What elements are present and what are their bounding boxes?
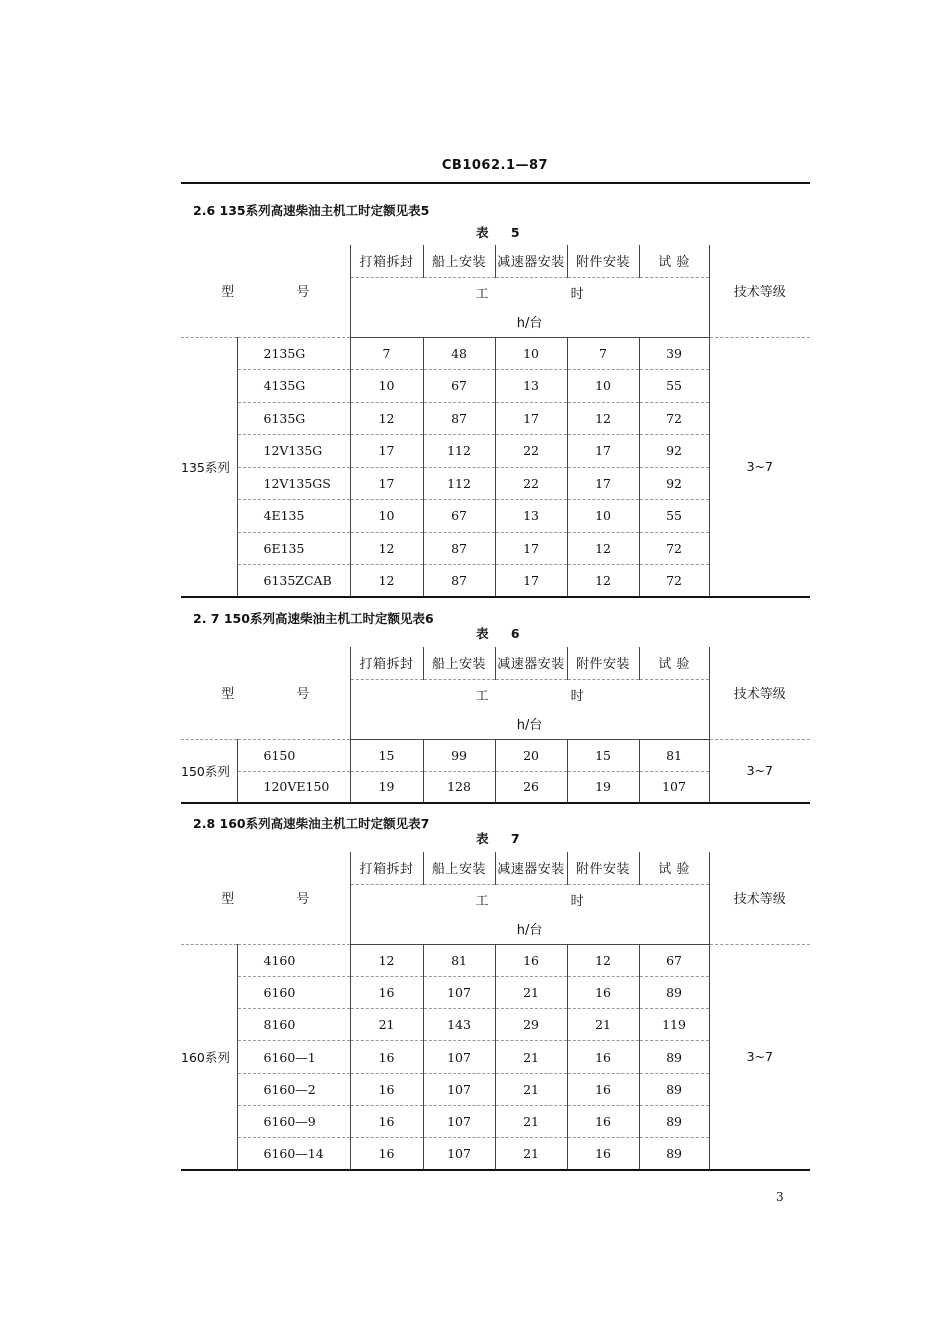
hours-cell: 10 (350, 370, 423, 403)
hours-cell: 16 (495, 944, 567, 976)
column-header: 打箱拆封 (350, 245, 423, 277)
column-header: 附件安装 (567, 852, 639, 884)
grade-header: 技术等级 (709, 852, 810, 944)
hours-cell: 22 (495, 467, 567, 500)
hours-cell: 15 (350, 739, 423, 771)
hours-cell: 87 (423, 532, 495, 565)
hours-cell: 12 (350, 402, 423, 435)
hours-cell: 7 (350, 337, 423, 370)
hours-header-label: 工 时 (475, 286, 584, 302)
unit-header: h/台 (350, 709, 709, 739)
hours-cell: 17 (567, 467, 639, 500)
column-header: 试 验 (639, 245, 709, 277)
hours-cell: 67 (423, 500, 495, 533)
series-label: 160系列 (181, 944, 237, 1170)
hours-cell: 39 (639, 337, 709, 370)
hours-cell: 81 (639, 739, 709, 771)
grade-value: 3~7 (709, 739, 810, 803)
hours-cell: 89 (639, 1073, 709, 1105)
header-rule (181, 182, 810, 184)
hours-cell: 89 (639, 976, 709, 1008)
hours-cell: 21 (350, 1009, 423, 1041)
hours-cell: 12 (567, 944, 639, 976)
model-cell: 6135ZCAB (237, 565, 350, 598)
hours-cell: 16 (350, 1073, 423, 1105)
hours-cell: 107 (423, 1105, 495, 1137)
hours-cell: 17 (350, 435, 423, 468)
model-cell: 4160 (237, 944, 350, 976)
hours-cell: 12 (567, 402, 639, 435)
table-7 (181, 852, 810, 1171)
hours-cell: 10 (567, 370, 639, 403)
hours-cell: 12 (350, 565, 423, 598)
hours-cell: 81 (423, 944, 495, 976)
table-caption-7: 表 7 (476, 831, 520, 846)
hours-cell: 16 (567, 1073, 639, 1105)
column-header: 船上安装 (423, 647, 495, 679)
hours-cell: 67 (639, 944, 709, 976)
series-label: 150系列 (181, 739, 237, 803)
hours-cell: 128 (423, 771, 495, 803)
table-row (181, 337, 810, 370)
model-cell: 6160 (237, 976, 350, 1008)
model-cell: 6160—2 (237, 1073, 350, 1105)
hours-cell: 107 (423, 1073, 495, 1105)
grade-header: 技术等级 (709, 245, 810, 337)
hours-cell: 12 (350, 944, 423, 976)
hours-cell: 19 (350, 771, 423, 803)
model-cell: 2135G (237, 337, 350, 370)
hours-cell: 21 (495, 1041, 567, 1073)
unit-header: h/台 (350, 307, 709, 337)
page-number: 3 (776, 1190, 784, 1204)
hours-cell: 89 (639, 1105, 709, 1137)
hours-cell: 7 (567, 337, 639, 370)
table-caption-6: 表 6 (476, 626, 520, 641)
model-cell: 6135G (237, 402, 350, 435)
hours-cell: 16 (350, 1105, 423, 1137)
hours-cell: 16 (567, 1105, 639, 1137)
hours-cell: 89 (639, 1138, 709, 1170)
hours-cell: 16 (350, 1138, 423, 1170)
grade-header: 技术等级 (709, 647, 810, 739)
hours-cell: 17 (495, 565, 567, 598)
section-heading-2-6: 2.6 135系列高速柴油主机工时定额见表5 (193, 203, 430, 218)
hours-cell: 67 (423, 370, 495, 403)
hours-header (350, 679, 709, 709)
hours-cell: 112 (423, 435, 495, 468)
model-cell: 12V135GS (237, 467, 350, 500)
hours-cell: 10 (567, 500, 639, 533)
hours-cell: 21 (495, 976, 567, 1008)
hours-cell: 13 (495, 370, 567, 403)
model-header-label: 型 号 (221, 892, 310, 908)
hours-cell: 12 (567, 532, 639, 565)
model-cell: 6E135 (237, 532, 350, 565)
hours-header-label: 工 时 (475, 688, 584, 704)
hours-header (350, 884, 709, 914)
column-header: 减速器安装 (495, 245, 567, 277)
hours-cell: 92 (639, 435, 709, 468)
hours-cell: 55 (639, 370, 709, 403)
grade-value: 3~7 (709, 337, 810, 597)
model-header-label: 型 号 (221, 285, 310, 301)
hours-cell: 16 (567, 1041, 639, 1073)
table-row (181, 739, 810, 771)
section-heading-2-7: 2. 7 150系列高速柴油主机工时定额见表6 (193, 611, 434, 626)
table-5 (181, 245, 810, 598)
hours-cell: 17 (495, 532, 567, 565)
hours-cell: 99 (423, 739, 495, 771)
model-header (181, 245, 350, 337)
model-cell: 120VE150 (237, 771, 350, 803)
model-cell: 12V135G (237, 435, 350, 468)
hours-cell: 107 (639, 771, 709, 803)
hours-cell: 92 (639, 467, 709, 500)
hours-cell: 21 (495, 1073, 567, 1105)
hours-cell: 22 (495, 435, 567, 468)
table-row (181, 944, 810, 976)
hours-cell: 21 (495, 1138, 567, 1170)
model-cell: 4135G (237, 370, 350, 403)
hours-cell: 17 (350, 467, 423, 500)
grade-value: 3~7 (709, 944, 810, 1170)
hours-cell: 143 (423, 1009, 495, 1041)
hours-cell: 12 (567, 565, 639, 598)
hours-header (350, 277, 709, 307)
model-cell: 8160 (237, 1009, 350, 1041)
hours-cell: 55 (639, 500, 709, 533)
section-heading-2-8: 2.8 160系列高速柴油主机工时定额见表7 (193, 816, 430, 831)
hours-cell: 21 (495, 1105, 567, 1137)
column-header: 打箱拆封 (350, 852, 423, 884)
hours-cell: 21 (567, 1009, 639, 1041)
series-label: 135系列 (181, 337, 237, 597)
hours-cell: 119 (639, 1009, 709, 1041)
model-header (181, 647, 350, 739)
unit-header: h/台 (350, 914, 709, 944)
hours-cell: 15 (567, 739, 639, 771)
model-cell: 6150 (237, 739, 350, 771)
hours-cell: 10 (350, 500, 423, 533)
hours-cell: 107 (423, 976, 495, 1008)
hours-cell: 16 (567, 1138, 639, 1170)
table-6 (181, 647, 810, 804)
hours-cell: 20 (495, 739, 567, 771)
hours-cell: 16 (350, 976, 423, 1008)
model-cell: 4E135 (237, 500, 350, 533)
table-caption-5: 表 5 (476, 225, 520, 240)
model-header-label: 型 号 (221, 687, 310, 703)
hours-cell: 107 (423, 1041, 495, 1073)
column-header: 减速器安装 (495, 852, 567, 884)
column-header: 附件安装 (567, 647, 639, 679)
hours-cell: 19 (567, 771, 639, 803)
hours-cell: 72 (639, 565, 709, 598)
hours-header-label: 工 时 (475, 893, 584, 909)
model-cell: 6160—14 (237, 1138, 350, 1170)
hours-cell: 87 (423, 565, 495, 598)
hours-cell: 87 (423, 402, 495, 435)
column-header: 打箱拆封 (350, 647, 423, 679)
hours-cell: 12 (350, 532, 423, 565)
hours-cell: 17 (567, 435, 639, 468)
column-header: 船上安装 (423, 245, 495, 277)
standard-code: CB1062.1—87 (441, 158, 549, 173)
column-header: 船上安装 (423, 852, 495, 884)
hours-cell: 112 (423, 467, 495, 500)
model-header (181, 852, 350, 944)
hours-cell: 29 (495, 1009, 567, 1041)
hours-cell: 10 (495, 337, 567, 370)
column-header: 减速器安装 (495, 647, 567, 679)
column-header: 试 验 (639, 852, 709, 884)
column-header: 试 验 (639, 647, 709, 679)
hours-cell: 72 (639, 402, 709, 435)
model-cell: 6160—9 (237, 1105, 350, 1137)
hours-cell: 72 (639, 532, 709, 565)
hours-cell: 13 (495, 500, 567, 533)
hours-cell: 26 (495, 771, 567, 803)
column-header: 附件安装 (567, 245, 639, 277)
hours-cell: 17 (495, 402, 567, 435)
model-cell: 6160—1 (237, 1041, 350, 1073)
hours-cell: 107 (423, 1138, 495, 1170)
hours-cell: 48 (423, 337, 495, 370)
hours-cell: 16 (350, 1041, 423, 1073)
hours-cell: 89 (639, 1041, 709, 1073)
hours-cell: 16 (567, 976, 639, 1008)
